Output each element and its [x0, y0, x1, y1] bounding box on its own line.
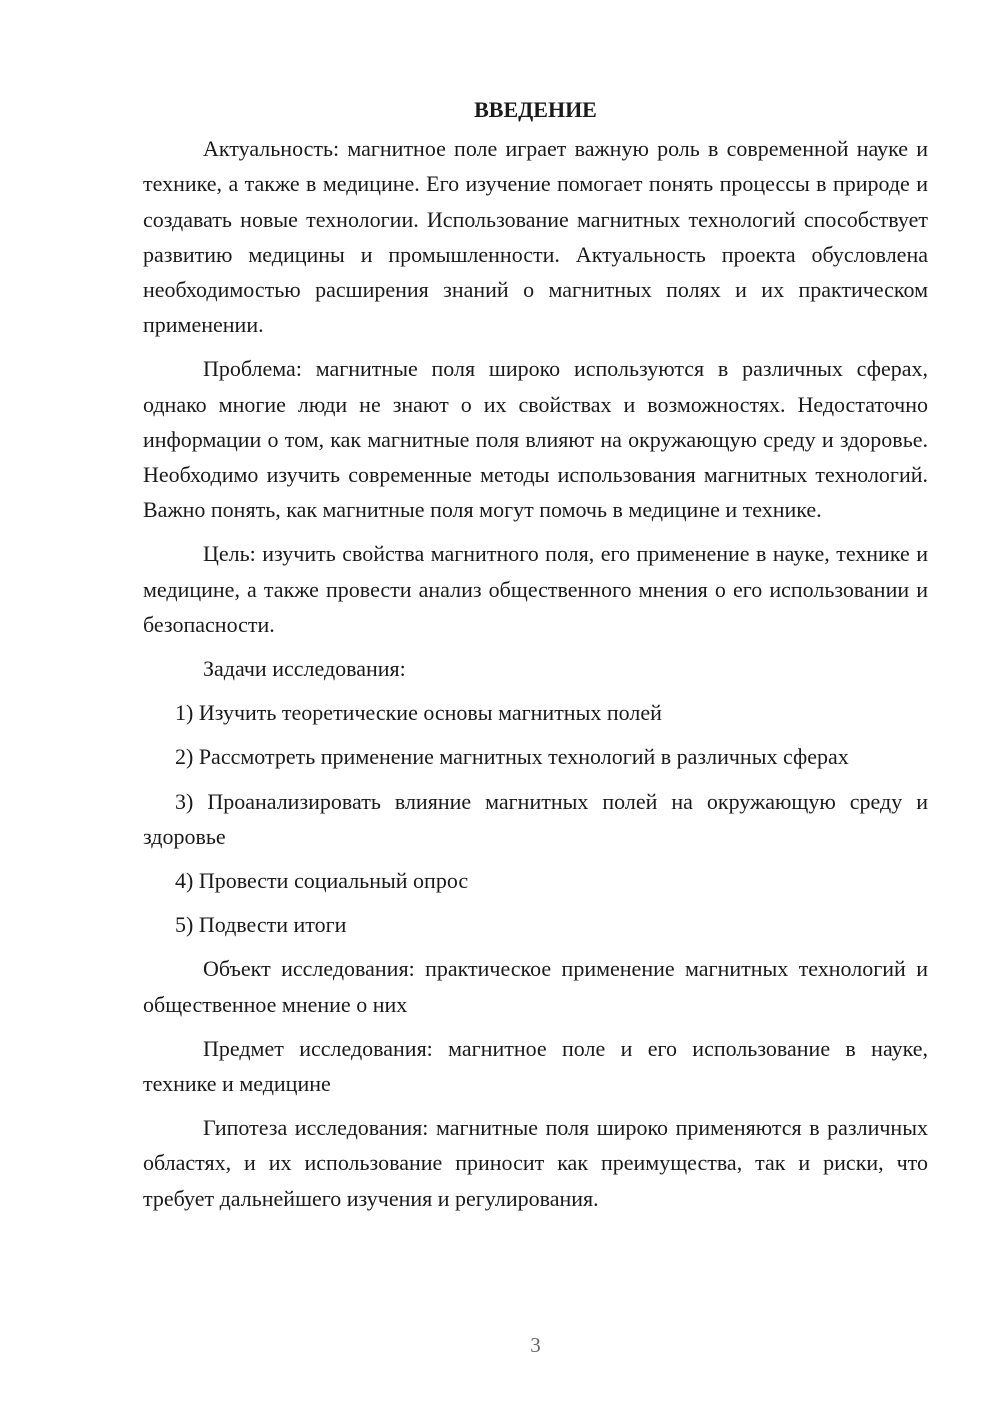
relevance-paragraph: Актуальность: магнитное поле играет важную роль в современной науке и технике, а также в медицине. Его изучение помогает понять процессы в природе и создавать новые технологии. Использование магнитных технологий способствует развитию медицины и промышленности. Актуальность проекта обусловлена необходимостью расширения знаний о магнитных полях и их практическом применении.: [143, 136, 928, 338]
page-number: 3: [530, 1333, 541, 1357]
task-item: 3) Проанализировать влияние магнитных полей на окружающую среду и здоровье: [143, 788, 928, 849]
document-page: [143, 92, 928, 1225]
task-item: 1) Изучить теоретические основы магнитных полей: [175, 700, 662, 726]
tasks-title: Задачи исследования:: [203, 656, 406, 682]
subject-paragraph: Предмет исследования: магнитное поле и его использование в науке, технике и медицине: [143, 1035, 928, 1097]
goal-paragraph: Цель: изучить свойства магнитного поля, его применение в науке, технике и медицине, а также провести анализ общественного мнения о его использовании и безопасности.: [143, 541, 928, 637]
task-item: 2) Рассмотреть применение магнитных технологий в различных сферах: [175, 744, 849, 770]
hypothesis-paragraph: Гипотеза исследования: магнитные поля широко применяются в различных областях, и их использование приносит как преимущества, так и риски, что требует дальнейшего изучения и регулирования.: [143, 1115, 928, 1211]
page-heading: ВВЕДЕНИЕ: [474, 97, 597, 122]
task-item: 4) Провести социальный опрос: [175, 868, 469, 894]
problem-paragraph: Проблема: магнитные поля широко используются в различных сферах, однако многие люди не знают о их свойствах и возможностях. Недостаточно информации о том, как магнитные поля влияют на окружающую среду и здоровье. Необходимо изучить современные методы использования магнитных технологий. Важно понять, как магнитные поля могут помочь в медицине и технике.: [143, 356, 928, 523]
task-item: 5) Подвести итоги: [175, 912, 347, 938]
object-paragraph: Объект исследования: практическое применение магнитных технологий и общественное мнение о них: [143, 956, 928, 1017]
